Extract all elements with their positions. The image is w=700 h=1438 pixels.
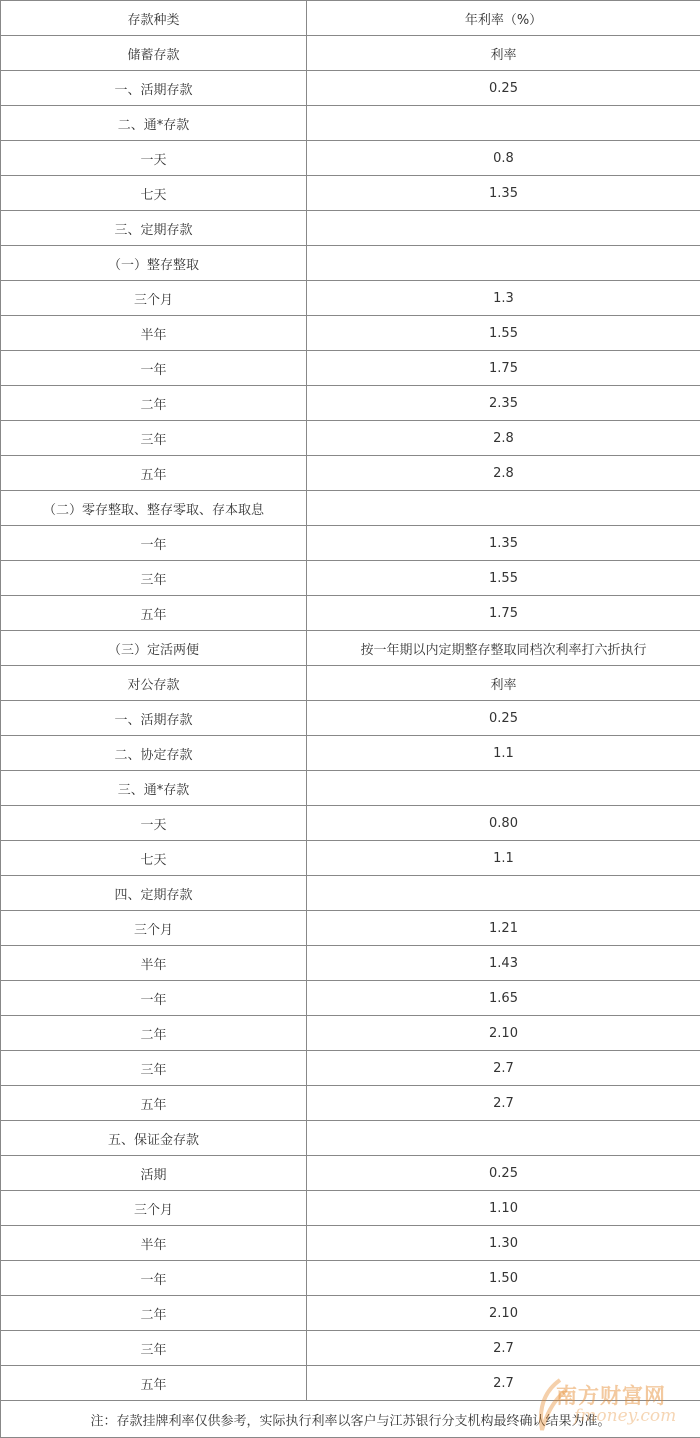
table-row [1, 176, 700, 211]
table-row [1, 1226, 700, 1261]
rate-cell [307, 246, 700, 281]
table-row [1, 281, 700, 316]
deposit-type-cell: 活期 [1, 1156, 307, 1191]
table-row [1, 806, 700, 841]
header-deposit-type: 存款种类 [1, 1, 307, 36]
deposit-type-cell: 三个月 [1, 911, 307, 946]
rate-cell: 1.35 [307, 526, 700, 561]
rate-cell: 2.35 [307, 386, 700, 421]
table-row [1, 246, 700, 281]
deposit-type-cell: 一天 [1, 806, 307, 841]
deposit-type-cell: 三年 [1, 1331, 307, 1366]
deposit-type-cell: 五、保证金存款 [1, 1121, 307, 1156]
deposit-type-cell: 二年 [1, 386, 307, 421]
table-row [1, 316, 700, 351]
rate-cell: 0.25 [307, 1156, 700, 1191]
table-row [1, 421, 700, 456]
deposit-type-cell: 半年 [1, 1226, 307, 1261]
deposit-type-cell: 三年 [1, 421, 307, 456]
note-text: 注：存款挂牌利率仅供参考，实际执行利率以客户与江苏银行分支机构最终确认结果为准。 [1, 1401, 700, 1438]
table-row [1, 911, 700, 946]
deposit-type-cell: 三年 [1, 561, 307, 596]
rate-cell: 2.10 [307, 1016, 700, 1051]
rate-cell [307, 876, 700, 911]
header-annual-rate: 年利率（%） [307, 1, 700, 36]
table-row [1, 386, 700, 421]
deposit-type-cell: 三个月 [1, 1191, 307, 1226]
rate-cell: 1.21 [307, 911, 700, 946]
rate-cell: 1.55 [307, 316, 700, 351]
table-row [1, 666, 700, 701]
rate-cell: 2.8 [307, 421, 700, 456]
table-row [1, 981, 700, 1016]
table-row [1, 36, 700, 71]
rate-cell: 利率 [307, 666, 700, 701]
rate-cell: 2.7 [307, 1366, 700, 1401]
deposit-type-cell: 储蓄存款 [1, 36, 307, 71]
rate-cell: 0.80 [307, 806, 700, 841]
rate-cell: 1.65 [307, 981, 700, 1016]
rate-cell [307, 211, 700, 246]
table-row [1, 491, 700, 526]
table-row [1, 631, 700, 666]
table-row [1, 211, 700, 246]
rate-cell [307, 491, 700, 526]
rate-table-body [1, 1, 700, 1438]
table-row [1, 561, 700, 596]
rate-cell: 1.3 [307, 281, 700, 316]
table-row [1, 1191, 700, 1226]
rate-cell: 0.25 [307, 71, 700, 106]
deposit-type-cell: 半年 [1, 316, 307, 351]
table-header-row [1, 1, 700, 36]
deposit-type-cell: 一年 [1, 526, 307, 561]
table-row [1, 701, 700, 736]
deposit-type-cell: 一天 [1, 141, 307, 176]
rate-cell: 1.75 [307, 351, 700, 386]
deposit-type-cell: 一年 [1, 981, 307, 1016]
deposit-type-cell: 五年 [1, 1366, 307, 1401]
rate-cell: 0.25 [307, 701, 700, 736]
deposit-type-cell: 半年 [1, 946, 307, 981]
table-row [1, 771, 700, 806]
table-row [1, 946, 700, 981]
rate-cell: 按一年期以内定期整存整取同档次利率打六折执行 [307, 631, 700, 666]
deposit-type-cell: 五年 [1, 1086, 307, 1121]
table-row [1, 456, 700, 491]
rate-cell [307, 106, 700, 141]
deposit-type-cell: 五年 [1, 596, 307, 631]
rate-cell: 1.10 [307, 1191, 700, 1226]
deposit-type-cell: 二、协定存款 [1, 736, 307, 771]
deposit-type-cell: 二年 [1, 1016, 307, 1051]
rate-cell: 2.7 [307, 1086, 700, 1121]
table-row [1, 526, 700, 561]
rate-cell: 利率 [307, 36, 700, 71]
rate-cell: 1.75 [307, 596, 700, 631]
deposit-type-cell: 七天 [1, 841, 307, 876]
deposit-type-cell: 七天 [1, 176, 307, 211]
table-row [1, 1086, 700, 1121]
table-row [1, 1261, 700, 1296]
rate-cell: 1.30 [307, 1226, 700, 1261]
deposit-type-cell: 三年 [1, 1051, 307, 1086]
deposit-type-cell: 一、活期存款 [1, 701, 307, 736]
deposit-type-cell: 五年 [1, 456, 307, 491]
table-row [1, 1156, 700, 1191]
table-row [1, 141, 700, 176]
rate-cell: 2.10 [307, 1296, 700, 1331]
deposit-type-cell: 对公存款 [1, 666, 307, 701]
deposit-type-cell: 二、通*存款 [1, 106, 307, 141]
rate-cell: 2.7 [307, 1331, 700, 1366]
rate-cell: 1.1 [307, 736, 700, 771]
rate-cell: 2.8 [307, 456, 700, 491]
deposit-type-cell: 一年 [1, 351, 307, 386]
table-row [1, 1121, 700, 1156]
rate-cell: 1.1 [307, 841, 700, 876]
table-row [1, 841, 700, 876]
rate-cell: 1.43 [307, 946, 700, 981]
watermark-brand-text: 南方财富网 [556, 1380, 666, 1410]
rate-cell: 1.55 [307, 561, 700, 596]
deposit-type-cell: 四、定期存款 [1, 876, 307, 911]
note-row [1, 1401, 700, 1438]
deposit-type-cell: 一年 [1, 1261, 307, 1296]
deposit-type-cell: （二）零存整取、整存零取、存本取息 [1, 491, 307, 526]
table-row [1, 1016, 700, 1051]
deposit-type-cell: 二年 [1, 1296, 307, 1331]
table-row [1, 1366, 700, 1401]
rate-cell [307, 771, 700, 806]
table-row [1, 106, 700, 141]
table-row [1, 876, 700, 911]
watermark-sub-text: fmoney.com [574, 1406, 676, 1426]
deposit-type-cell: 三、通*存款 [1, 771, 307, 806]
rate-cell: 0.8 [307, 141, 700, 176]
deposit-type-cell: 一、活期存款 [1, 71, 307, 106]
table-row [1, 1296, 700, 1331]
deposit-type-cell: （三）定活两便 [1, 631, 307, 666]
deposit-type-cell: （一）整存整取 [1, 246, 307, 281]
table-row [1, 1331, 700, 1366]
table-row [1, 736, 700, 771]
deposit-type-cell: 三、定期存款 [1, 211, 307, 246]
rate-cell: 1.35 [307, 176, 700, 211]
table-row [1, 596, 700, 631]
table-row [1, 351, 700, 386]
rate-cell: 2.7 [307, 1051, 700, 1086]
table-row [1, 71, 700, 106]
deposit-type-cell: 三个月 [1, 281, 307, 316]
table-row [1, 1051, 700, 1086]
rate-cell [307, 1121, 700, 1156]
rate-cell: 1.50 [307, 1261, 700, 1296]
